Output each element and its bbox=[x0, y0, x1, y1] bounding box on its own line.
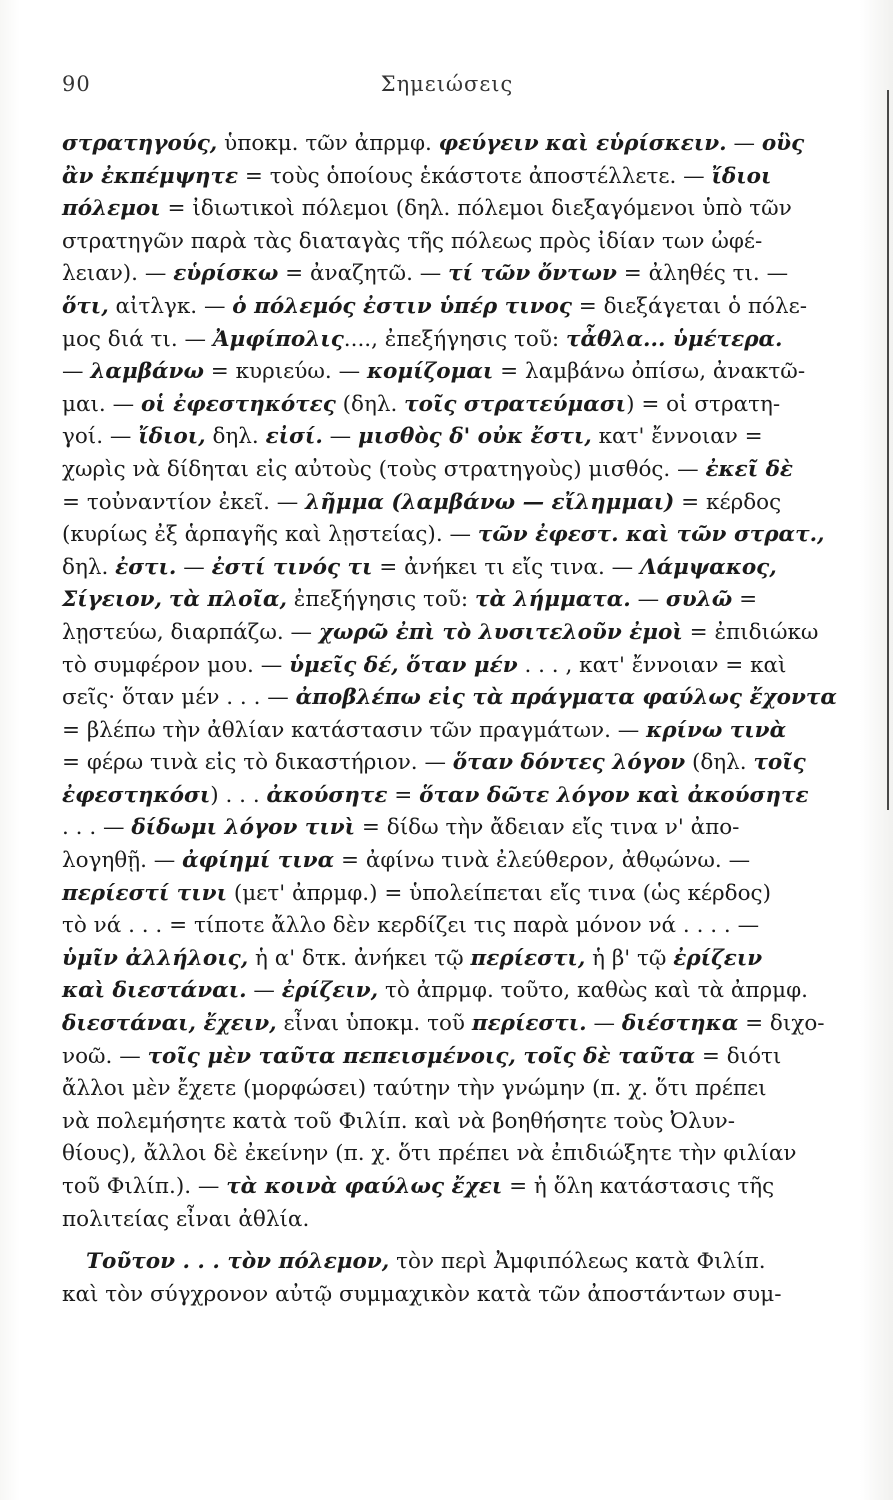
text-line: σεῖς· ὅταν μέν . . . — ἀποβλέπω εἰς τὰ πράγματα φαύλως ἔχοντα bbox=[62, 685, 837, 711]
text-line: λῃστεύω, διαρπάζω. — χωρῶ ἐπὶ τὸ λυσιτελοῦν ἐμοὶ = ἐπιδιώκω bbox=[62, 619, 819, 645]
text-line: δηλ. ἐστι. — ἐστί τινός τι = ἀνήκει τι εἴς τινα. — Λάμψακος, bbox=[62, 554, 777, 580]
text-line: στρατηγῶν παρὰ τὰς διαταγὰς τῆς πόλεως πρὸς ἰδίαν των ὠφέ- bbox=[62, 228, 763, 254]
text-line: περίεστί τινι (μετ' ἀπρμφ.) = ὑπολείπεται εἴς τινα (ὡς κέρδος) bbox=[62, 880, 771, 906]
page-number: 90 bbox=[62, 72, 91, 96]
notes-body bbox=[62, 128, 842, 1311]
running-head: Σημειώσεις bbox=[380, 72, 514, 96]
text-line: πολιτείας εἶναι ἀθλία. bbox=[62, 1206, 310, 1232]
text-line: νοῶ. — τοῖς μὲν ταῦτα πεπεισμένοις, τοῖς δὲ ταῦτα = διότι bbox=[62, 1043, 782, 1069]
text-line: = φέρω τινὰ εἰς τὸ δικαστήριον. — ὅταν δόντες λόγον (δηλ. τοῖς bbox=[62, 750, 806, 776]
text-line: Τοῦτον . . . τὸν πόλεμον, τὸν περὶ Ἀμφιπόλεως κατὰ Φιλίπ. bbox=[86, 1249, 766, 1275]
text-line: ὅτι, αἰτλγκ. — ὁ πόλεμός ἐστιν ὑπέρ τινος = διεξάγεται ὁ πόλε- bbox=[62, 293, 808, 319]
text-line: πόλεμοι = ἰδιωτικοὶ πόλεμοι (δηλ. πόλεμοι διεξαγόμενοι ὑπὸ τῶν bbox=[62, 196, 792, 222]
text-line: ἐφεστηκόσι) . . . ἀκούσητε = ὅταν δῶτε λόγον καὶ ἀκούσητε bbox=[62, 782, 809, 808]
text-line: ἂν ἐκπέμψητε = τοὺς ὁποίους ἑκάστοτε ἀποστέλλετε. — ἴδιοι bbox=[62, 163, 772, 189]
text-line: γοί. — ἴδιοι, δηλ. εἰσί. — μισθὸς δ' οὐκ ἔστι, κατ' ἔννοιαν = bbox=[62, 424, 763, 450]
text-line: νὰ πολεμήσητε κατὰ τοῦ Φιλίπ. καὶ νὰ βοηθήσητε τοὺς Ὀλυν- bbox=[62, 1108, 735, 1134]
text-line: Σίγειον, τὰ πλοῖα, ἐπεξήγησις τοῦ: τὰ λήμματα. — συλῶ = bbox=[62, 587, 758, 613]
text-line: τοῦ Φιλίπ.). — τὰ κοινὰ φαύλως ἔχει = ἡ ὅλη κατάστασις τῆς bbox=[62, 1174, 775, 1199]
text-line: διεστάναι, ἔχειν, εἶναι ὑποκμ. τοῦ περίεστι. — διέστηκα = διχο- bbox=[62, 1011, 825, 1037]
text-line: μαι. — οἱ ἐφεστηκότες (δηλ. τοῖς στρατεύμασι) = οἱ στρατη- bbox=[62, 391, 781, 417]
page-header bbox=[62, 72, 832, 98]
text-line: — λαμβάνω = κυριεύω. — κομίζομαι = λαμβάνω ὀπίσω, ἀνακτῶ- bbox=[62, 359, 806, 385]
text-line: = βλέπω τὴν ἀθλίαν κατάστασιν τῶν πραγμάτων. — κρίνω τινὰ bbox=[62, 717, 787, 743]
text-line: τὸ συμφέρον μου. — ὑμεῖς δέ, ὅταν μέν . . . , κατ' ἔννοιαν = καὶ bbox=[62, 652, 787, 678]
text-line: χωρὶς νὰ δίδηται εἰς αὐτοὺς (τοὺς στρατηγοὺς) μισθός. — ἐκεῖ δὲ bbox=[62, 456, 793, 482]
text-line: λειαν). — εὑρίσκω = ἀναζητῶ. — τί τῶν ὄντων = ἀληθές τι. — bbox=[62, 261, 789, 287]
text-line: καὶ διεστάναι. — ἐρίζειν, τὸ ἀπρμφ. τοῦτο, καθὼς καὶ τὰ ἀπρμφ. bbox=[62, 978, 808, 1004]
text-line: καὶ τὸν σύγχρονον αὐτῷ συμμαχικὸν κατὰ τῶν ἀποστάντων συμ- bbox=[62, 1281, 782, 1307]
paragraph-gap bbox=[62, 1236, 842, 1246]
text-line: μος διά τι. — Ἀμφίπολις...., ἐπεξήγησις τοῦ: τἆθλα... ὑμέτερα. bbox=[62, 326, 783, 352]
text-line: ὑμῖν ἀλλήλοις, ἡ α' δτκ. ἀνήκει τῷ περίεστι, ἡ β' τῷ ἐρίζειν bbox=[62, 945, 763, 971]
text-line: θίους), ἄλλοι δὲ ἐκείνην (π. χ. ὅτι πρέπει νὰ ἐπιδιώξητε τὴν φιλίαν bbox=[62, 1141, 797, 1167]
text-line: (κυρίως ἐξ ἁρπαγῆς καὶ λῃστείας). — τῶν ἐφεστ. καὶ τῶν στρατ., bbox=[62, 522, 825, 548]
text-line: ἄλλοι μὲν ἔχετε (μορφώσει) ταύτην τὴν γνώμην (π. χ. ὅτι πρέπει bbox=[62, 1076, 767, 1102]
text-line: τὸ νά . . . = τίποτε ἄλλο δὲν κερδίζει τις παρὰ μόνον νά . . . . — bbox=[62, 913, 760, 939]
text-line: = τοὐναντίον ἐκεῖ. — λῆμμα (λαμβάνω — εἴλημμαι) = κέρδος bbox=[62, 489, 782, 515]
text-line: . . . — δίδωμι λόγον τινὶ = δίδω τὴν ἄδειαν εἴς τινα ν' ἀπο- bbox=[62, 815, 740, 841]
text-line: στρατηγούς, ὑποκμ. τῶν ἀπρμφ. φεύγειν καὶ εὑρίσκειν. — οὓς bbox=[62, 131, 805, 156]
text-line: λογηθῇ. — ἀφίημί τινα = ἀφίνω τινὰ ἐλεύθερον, ἀθῳώνω. — bbox=[62, 848, 751, 874]
page-edge-shadow bbox=[887, 90, 889, 810]
